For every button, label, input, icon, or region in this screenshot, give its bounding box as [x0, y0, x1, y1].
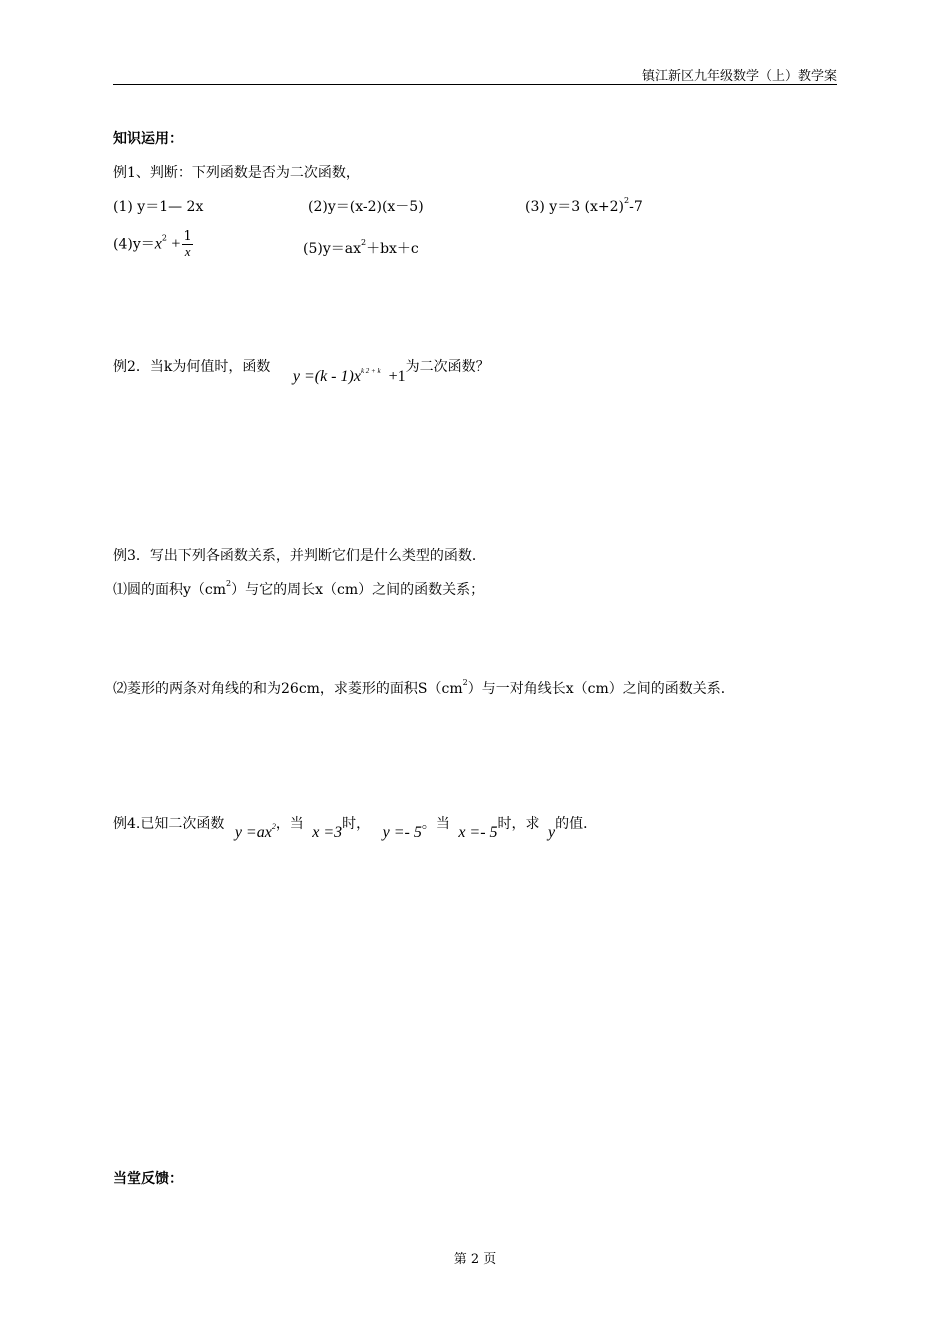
example1-item1: (1) y＝1— 2x [113, 199, 204, 215]
example4-formula-y: y [548, 824, 556, 841]
example2 [113, 356, 490, 385]
example2-formula: $y =(k - 1)x^{k 2 + k} +1$ [292, 367, 406, 385]
header-rule [113, 84, 837, 85]
example3-question1: ⑴圆的面积$y(cm^2)$与它的周长x（cm）之间的函数关系； [113, 579, 485, 598]
example1-item3: (3) y＝3 $(x+2)^2-7$ [525, 196, 643, 215]
example4-formula-y-ax2: $y =ax^2$ [234, 822, 276, 841]
section-title-application: 知识运用： [113, 131, 183, 147]
example4-formula-x-3: x =3 [312, 824, 343, 841]
example3-prompt: 例3．写出下列各函数关系，并判断它们是什么类型的函数． [113, 548, 486, 564]
example4-formula-x-neg5: x =- 5 [458, 824, 498, 841]
example2-suffix: 为二次函数？ [405, 359, 490, 375]
example4: 例4.已知二次函数 $y =ax^2$，当 x =3时， y =- 5。当 x =- 5时，求 y的值． [113, 816, 598, 841]
fraction-one-over-x: $\frac{1}{x}$ [183, 229, 192, 259]
example1-prompt: 例1、判断：下列函数是否为二次函数， [113, 165, 360, 181]
example1-item5: $(5)y=ax^2+bx+c$ [303, 238, 419, 257]
example1-item4: $(4)y=x^2$ + $\frac{1}{x}$ [113, 229, 192, 259]
example2-prompt: 例2．当k为何值时，函数 [113, 359, 271, 375]
example1-item2: (2)y＝(x-2)(x－5) [308, 199, 424, 215]
page-header: 镇江新区九年级数学（上）教学案 [641, 69, 837, 84]
example4-formula-y-neg5: y =- 5 [382, 824, 422, 841]
page-number: 第 2 页 [453, 1252, 497, 1267]
example3-question2: ⑵菱形的两条对角线的和为26cm，求菱形的面积$S(cm^2)$与一对角线长x（cm）之间的函数关系． [113, 678, 735, 697]
section-title-feedback: 当堂反馈： [113, 1171, 183, 1187]
